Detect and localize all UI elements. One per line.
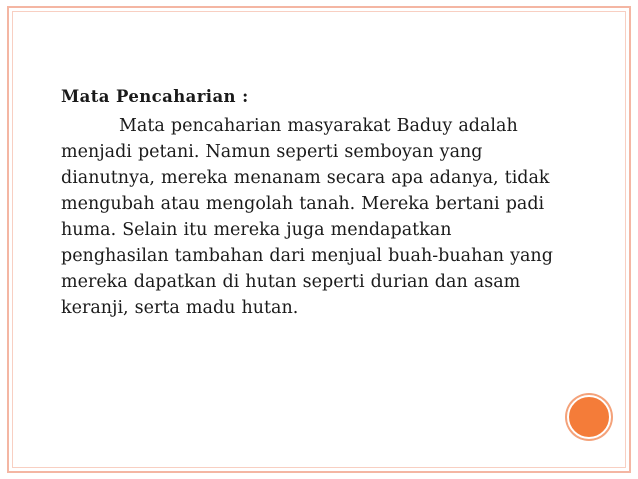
slide-paragraph: Mata pencaharian masyarakat Baduy adalah menjadi petani. Namun seperti semboyan yang dianutnya, mereka menanam secara apa adanya, tidak mengubah atau mengolah tanah. Mereka bertani padi huma. Selain itu mereka juga mendapatkan penghasilan tambahan dari menjual buah-buahan yang mereka dapatkan di hutan seperti durian dan asam keranji, serta madu hutan. <box>61 116 553 318</box>
slide-heading: Mata Pencaharian : <box>61 87 249 106</box>
slide-content <box>61 84 561 321</box>
decorative-orange-circle <box>567 395 611 439</box>
